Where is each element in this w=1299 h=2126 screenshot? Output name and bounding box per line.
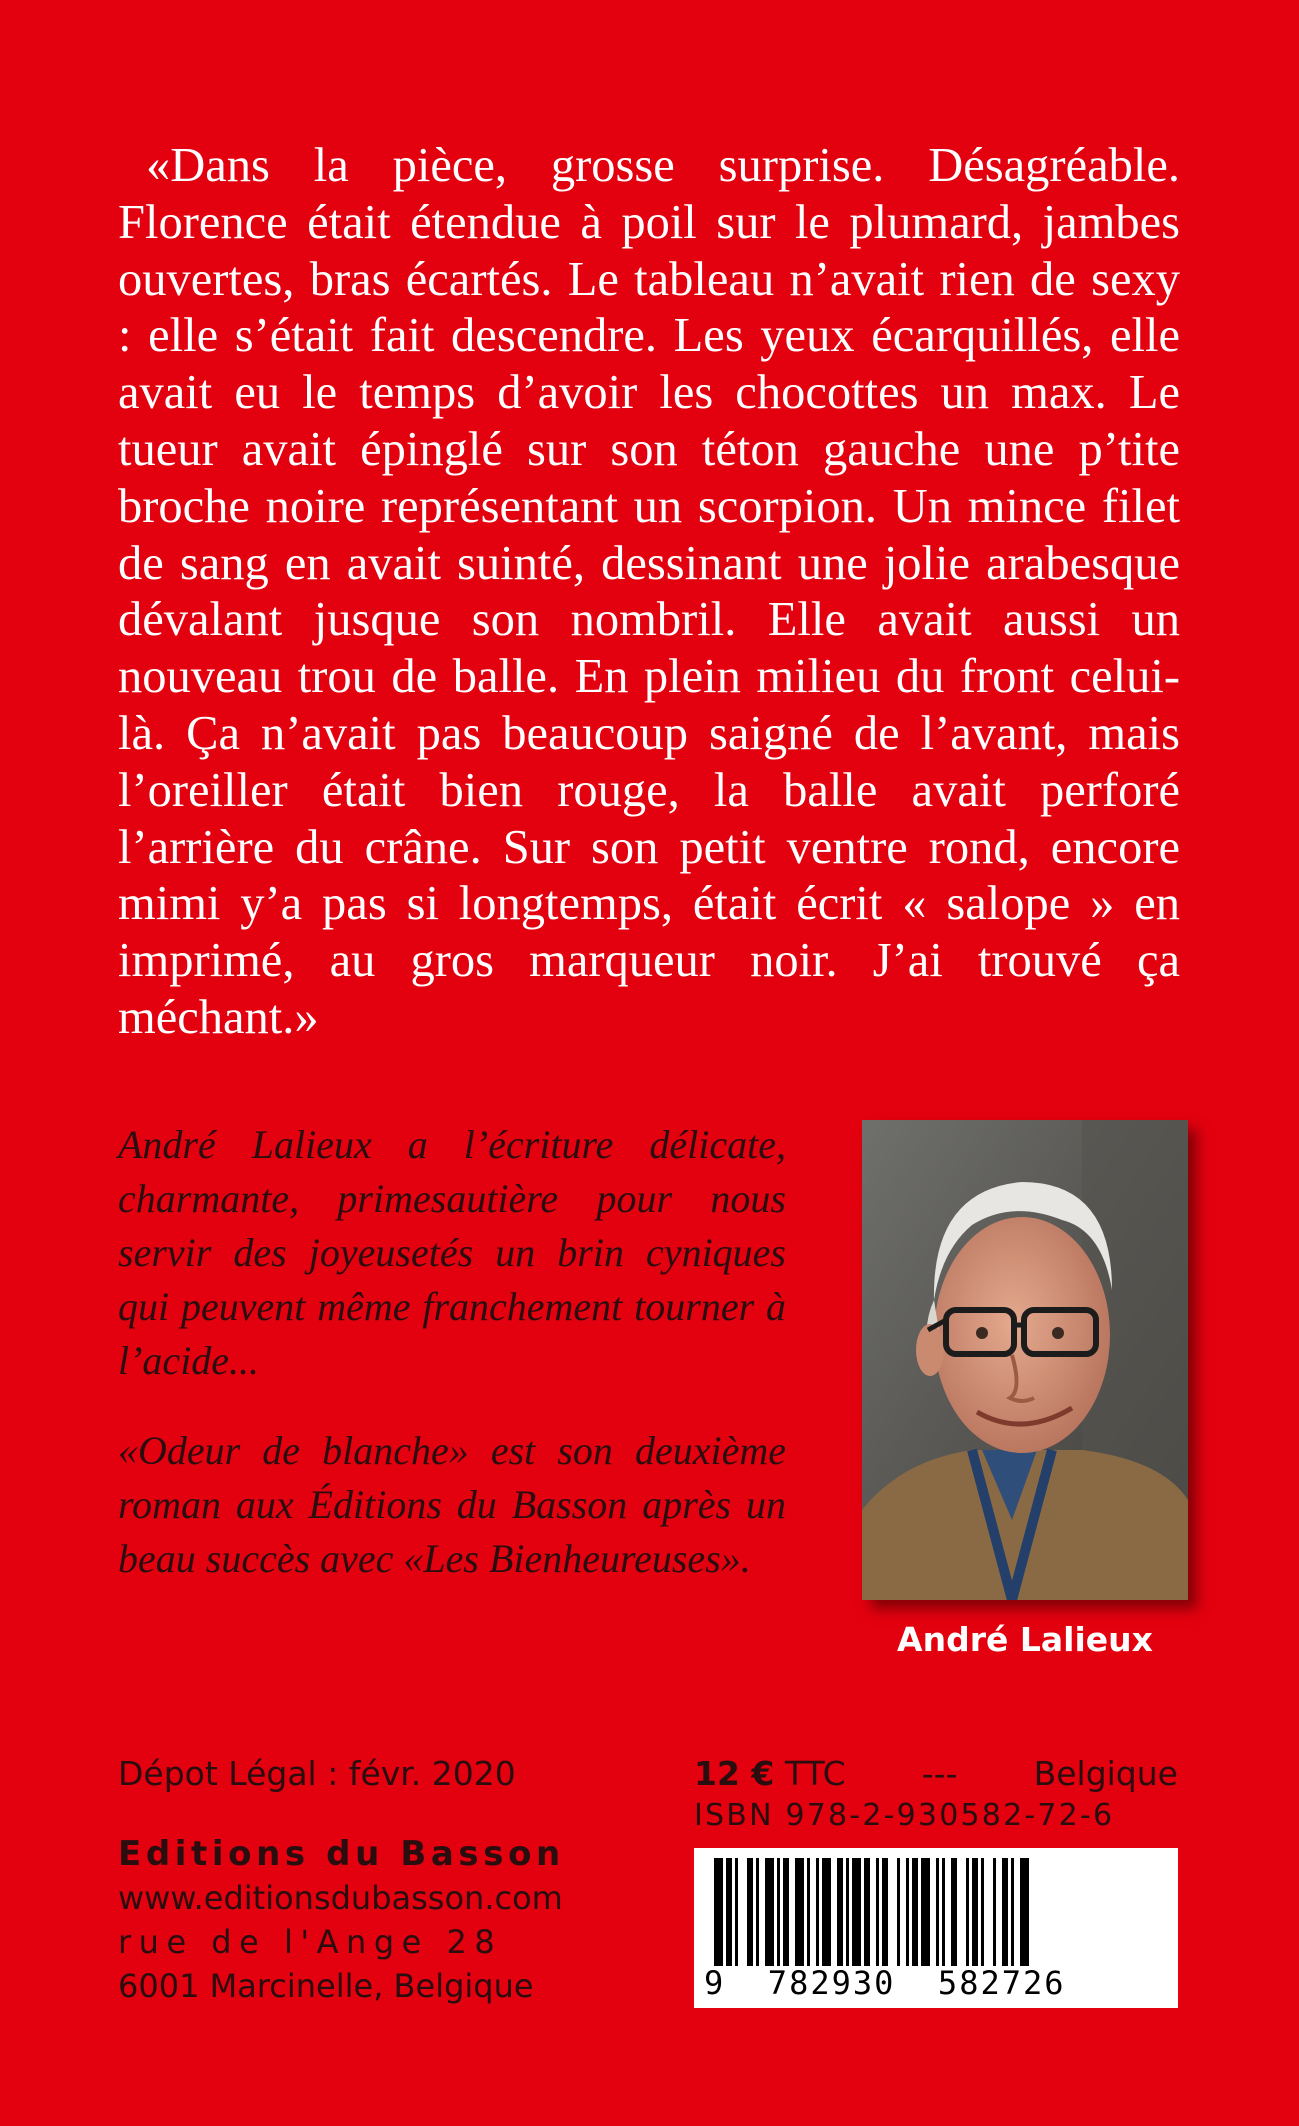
author-photo [862, 1120, 1188, 1600]
publisher-city: 6001 Marcinelle, Belgique [118, 1967, 534, 2005]
barcode-bar [912, 1858, 918, 1966]
barcode [694, 1848, 1178, 2008]
price-line [694, 1752, 1178, 1796]
barcode-bar [966, 1858, 969, 1966]
author-blurb [118, 1118, 786, 1586]
author-blurb-paragraph-1: André Lalieux a l’écriture délicate, charmante, primesautière pour nous servir des joyeusetés un brin cyniques qui peuvent même franchement tourner à l’acide... [118, 1122, 786, 1383]
barcode-bar [876, 1858, 879, 1966]
barcode-bar [921, 1858, 930, 1966]
barcode-bar [756, 1858, 759, 1966]
barcode-bar [816, 1858, 819, 1966]
excerpt-paragraph: «Dans la pièce, grosse surprise. Désagréable. Florence était étendue à poil sur le plumard, jambes ouvertes, bras écartés. Le tableau n’avait rien de sexy : elle s’était fait descendre. Les yeux écarquillés, elle avait eu le temps d’avoir les chocottes un max. Le tueur avait épinglé sur son téton gauche une p’tite broche noire représentant un scorpion. Un mince filet de sang en avait suinté, dessinant une jolie arabesque dévalant jusque son nombril. Elle avait aussi un nouveau trou de balle. En plein milieu du front celui-là. Ça n’avait pas beaucoup saigné de l’avant, mais l’oreiller était bien rouge, la balle avait perforé l’arrière du crâne. Sur son petit ventre rond, encore mimi y’a pas si longtemps, était écrit « salope » en imprimé, au gros marqueur noir. J’ai trouvé ça méchant.» [118, 139, 1180, 1044]
barcode-bar [726, 1858, 732, 1966]
barcode-bar [972, 1858, 978, 1966]
barcode-bar [1011, 1858, 1014, 1966]
barcode-bar [852, 1858, 861, 1966]
barcode-bar [882, 1858, 888, 1966]
barcode-bar [714, 1858, 723, 1966]
barcode-bar [1020, 1858, 1029, 1966]
author-blurb-paragraph-2: «Odeur de blanche» est son deuxième roman aux Éditions du Basson après un beau succès avec «Les Bienheureuses». [118, 1428, 786, 1581]
barcode-bar [906, 1858, 909, 1966]
excerpt-quote [118, 138, 1180, 1047]
legal-info [118, 1752, 602, 2008]
barcode-bar [807, 1858, 810, 1966]
barcode-bar [795, 1858, 804, 1966]
price-amount: 12 € [694, 1754, 775, 1793]
barcode-bar [942, 1858, 945, 1966]
barcode-bar [822, 1858, 831, 1966]
author-photo-caption: André Lalieux [897, 1620, 1153, 1659]
barcode-bar [897, 1858, 900, 1966]
barcode-bar [864, 1858, 870, 1966]
price-block [694, 1752, 1178, 2008]
barcode-bar [735, 1858, 738, 1966]
price-country: Belgique [1033, 1754, 1178, 1793]
isbn: ISBN 978-2-930582-72-6 [694, 1798, 1115, 1833]
barcode-bar [765, 1858, 774, 1966]
barcode-bar [951, 1858, 957, 1966]
barcode-bar [846, 1858, 849, 1966]
barcode-bar [936, 1858, 939, 1966]
barcode-bar [783, 1858, 789, 1966]
barcode-bar [993, 1858, 996, 1966]
publisher-street: rue de l'Ange 28 [118, 1923, 503, 1961]
author-portrait-illustration [862, 1120, 1188, 1600]
barcode-digits: 9 782930 582726 [704, 1964, 1066, 2002]
barcode-bar [837, 1858, 843, 1966]
price-tax: TTC [784, 1754, 846, 1793]
publisher-website[interactable]: www.editionsdubasson.com [118, 1879, 563, 1917]
legal-deposit: Dépot Légal : févr. 2020 [118, 1754, 516, 1793]
barcode-bar [1002, 1858, 1008, 1966]
barcode-bar [777, 1858, 780, 1966]
barcode-bar [747, 1858, 753, 1966]
price-separator: --- [921, 1754, 958, 1793]
barcode-bar [981, 1858, 984, 1966]
barcode-bars [714, 1858, 1158, 1966]
publisher-name: Editions du Basson [118, 1834, 565, 1874]
